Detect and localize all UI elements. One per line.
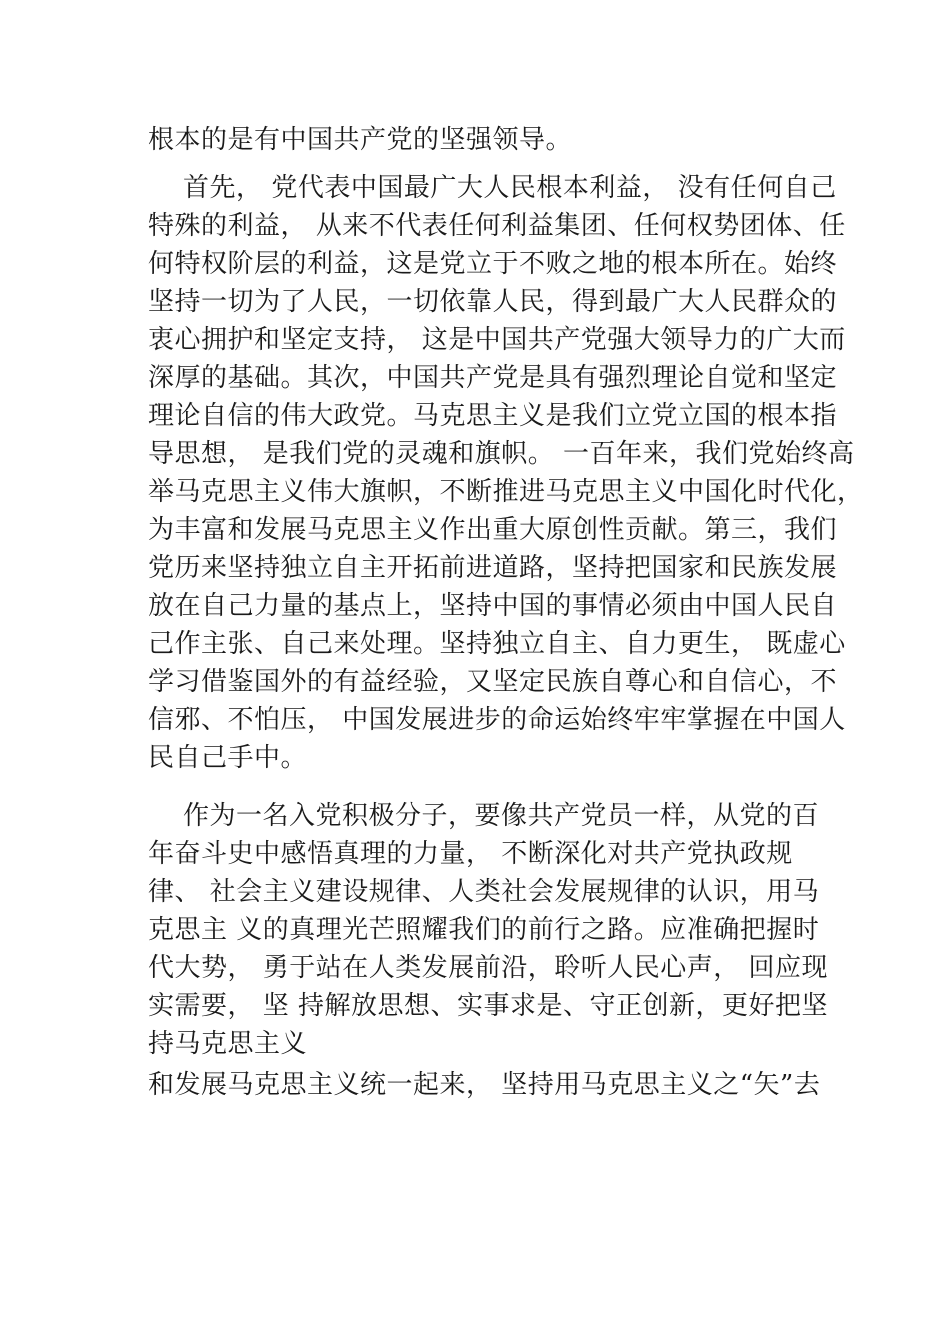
text-line: 己作主张、自己来处理。坚持独立自主、自力更生， 既虚心	[148, 629, 846, 659]
text-line: 深厚的基础。其次，中国共产党是具有强烈理论自觉和坚定	[148, 363, 838, 393]
text-line: 首先， 党代表中国最广大人民根本利益， 没有任何自己	[148, 173, 837, 203]
text-line: 何特权阶层的利益，这是党立于不败之地的根本所在。始终	[148, 249, 838, 279]
text-line: 放在自己力量的基点上，坚持中国的事情必须由中国人民自	[148, 591, 838, 621]
text-line: 信邪、不怕压， 中国发展进步的命运始终牢牢掌握在中国人	[148, 705, 846, 735]
text-line: 学习借鉴国外的有益经验，又坚定民族自尊心和自信心，不	[148, 667, 838, 697]
text-line: 为丰富和发展马克思主义作出重大原创性贡献。第三，我们	[148, 515, 838, 545]
text-line: 特殊的利益， 从来不代表任何利益集团、任何权势团体、任	[148, 211, 846, 241]
text-line: 年奋斗史中感悟真理的力量， 不断深化对共产党执政规	[148, 839, 793, 869]
text-line: 举马克思主义伟大旗帜，不断推进马克思主义中国化时代化，	[148, 477, 864, 507]
text-line: 导思想， 是我们党的灵魂和旗帜。 一百年来，我们党始终高	[148, 439, 855, 469]
text-line: 持马克思主义	[148, 1029, 308, 1059]
text-line: 克思主 义的真理光芒照耀我们的前行之路。应准确把握时	[148, 915, 820, 945]
text-line: 实需要， 坚 持解放思想、实事求是、守正创新，更好把坚	[148, 991, 829, 1021]
text-line: 衷心拥护和坚定支持， 这是中国共产党强大领导力的广大而	[148, 325, 846, 355]
text-line: 根本的是有中国共产党的坚强领导。	[148, 125, 573, 155]
text-line: 党历来坚持独立自主开拓前进道路，坚持把国家和民族发展	[148, 553, 838, 583]
text-line: 民自己手中。	[148, 743, 308, 773]
text-line: 和发展马克思主义统一起来， 坚持用马克思主义之“矢”去	[148, 1070, 821, 1100]
text-line: 律、 社会主义建设规律、人类社会发展规律的认识，用马	[148, 877, 820, 907]
text-line: 坚持一切为了人民，一切依靠人民，得到最广大人民群众的	[148, 287, 838, 317]
text-line: 代大势， 勇于站在人类发展前沿，聆听人民心声， 回应现	[148, 953, 829, 983]
text-line: 理论自信的伟大政党。马克思主义是我们立党立国的根本指	[148, 401, 838, 431]
text-line: 作为一名入党积极分子，要像共产党员一样，从党的百	[148, 801, 820, 831]
